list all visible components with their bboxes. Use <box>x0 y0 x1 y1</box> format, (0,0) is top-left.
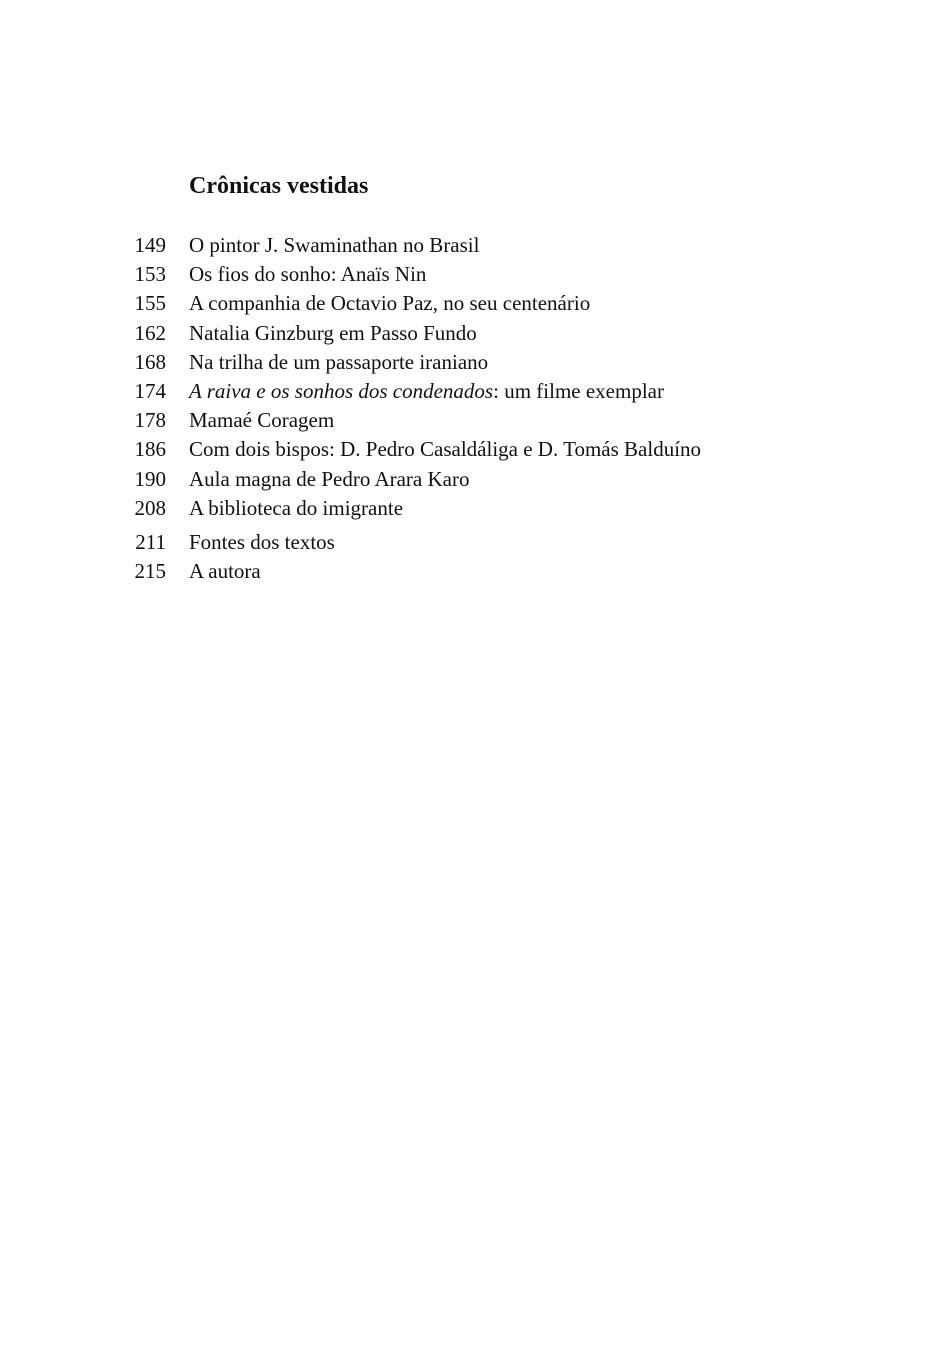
toc-entry <box>0 494 945 523</box>
toc-page-number: 149 <box>134 233 166 257</box>
toc-entry-title-rest: : um filme exemplar <box>493 378 664 403</box>
toc-page-number: 174 <box>134 378 166 403</box>
toc-page-number: 215 <box>134 559 166 584</box>
toc-page-number: 168 <box>134 349 166 374</box>
toc-entry-title: O pintor J. Swaminathan no Brasil <box>189 233 480 257</box>
table-of-contents <box>0 231 945 586</box>
toc-page-number: 190 <box>134 466 166 491</box>
toc-entry <box>0 260 945 289</box>
toc-page-number: 208 <box>134 495 166 520</box>
toc-entry-title: A biblioteca do imigrante <box>189 495 404 520</box>
toc-entry-author <box>0 557 945 586</box>
toc-entry-title: Com dois bispos: D. Pedro Casaldáliga e D. Tomás Balduíno <box>189 437 702 462</box>
toc-entry-title: Na trilha de um passaporte iraniano <box>189 349 489 374</box>
toc-entry-title: Os fios do sonho: Anaïs Nin <box>189 262 427 287</box>
toc-entry-title: A autora <box>189 559 261 584</box>
toc-entry <box>0 319 945 348</box>
toc-page-number: 186 <box>134 437 166 462</box>
toc-entry-title: Mamaé Coragem <box>189 408 335 433</box>
toc-entry <box>0 289 945 318</box>
toc-entry <box>0 348 945 377</box>
toc-entry-sources <box>0 528 945 557</box>
toc-page-number: 153 <box>134 262 166 287</box>
section-title: Crônicas vestidas <box>189 173 369 199</box>
toc-entry-title: A companhia de Octavio Paz, no seu centenário <box>189 291 591 316</box>
toc-page-number: 178 <box>134 408 166 433</box>
toc-entry <box>0 231 945 260</box>
toc-entry <box>0 406 945 435</box>
toc-page-number: 162 <box>134 320 166 345</box>
toc-entry <box>0 465 945 494</box>
toc-entry-title: Natalia Ginzburg em Passo Fundo <box>189 320 477 345</box>
toc-entry-title: Aula magna de Pedro Arara Karo <box>189 466 470 491</box>
toc-entry-title: Fontes dos textos <box>189 529 335 554</box>
film-title-italic: A raiva e os sonhos dos condenados <box>189 378 494 403</box>
toc-entry <box>0 435 945 464</box>
toc-entry <box>0 377 945 406</box>
toc-page-number: 211 <box>135 529 166 554</box>
toc-entry-title <box>189 377 664 406</box>
toc-page-number: 155 <box>134 291 166 316</box>
